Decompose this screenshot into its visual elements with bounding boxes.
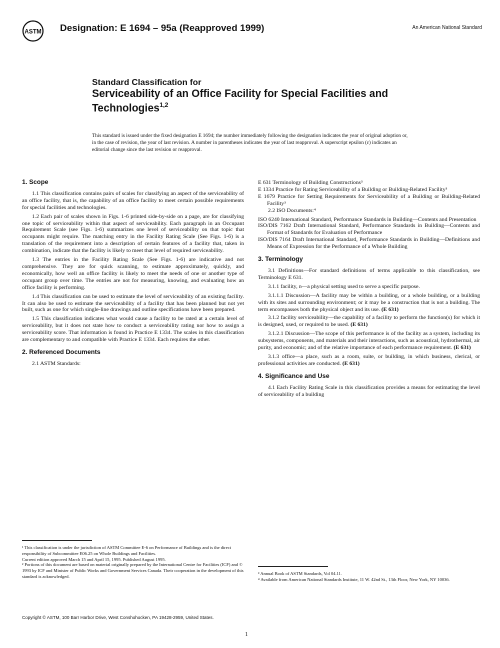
footnotes-left [22,545,244,580]
reference-iso6240: ISO 6240 International Standard, Performance Standards in Building—Contents and Presentation [258,216,477,223]
left-column [22,180,244,370]
reference-iso7162: ISO/DIS 7162 Draft International Standard, Performance Standards in Building—Contents and Format of Standards for Evaluation of Performance [258,223,480,237]
footnote-1-edition: Current edition approved March 15 and April 15, 1995. Published August 1995. [22,556,166,562]
astm-logo-icon [22,20,46,42]
paragraph-3-1-2-1: 3.1.2.1 Discussion—The scope of this performance is of the facility as a system, including its subsystems, components, and materials and their interactions, such as acoustical, hydrothermal, air purity, and economic; and of the relative importance of each performance requirement. (E 631) [258,331,480,352]
title-line-2: Serviceability of an Office Facility for Special Facilities and Technologies$^{1,2}$ [92,88,389,115]
section-heading-referenced-documents: 2. Referenced Documents [22,348,101,356]
footnote-3: ³ Annual Book of ASTM Standards, Vol 04.11. [258,571,343,576]
paragraph-3-1: 3.1 Definitions—For standard definitions of terms applicable to this classification, see Terminology E 631. [258,267,480,281]
paragraph-1-4: 1.4 This classification can be used to estimate the level of serviceability of an existing facility. It can also be used to estimate the serviceability of a facility that has been planned but not yet built, such as one for which single-line drawings and outline specifications have been prepared. [22,293,244,314]
title-block [92,77,412,115]
paragraph-2-1: 2.1 ASTM Standards: [32,360,81,367]
source-ref: (E 631) [453,345,471,352]
svg-text:ASTM: ASTM [24,29,42,36]
ansi-label: An American National Standard [412,25,482,31]
footnote-rule-right [258,566,328,567]
issuance-notice: This standard is issued under the fixed designation E 1694; the number immediately following the designation indicates the year of original adoption or, in the case of revision, the year of last revision. A number in parentheses indicates the year of last reapproval. A superscript epsilon (ε) indicates an editorial change since the last revision or reapproval. [92,133,408,153]
paragraph-2-2: 2.2 ISO Documents:⁴ [268,207,316,214]
reference-e1334: E 1334 Practice for Rating Serviceability of a Building or Building-Related Facility³ [258,186,448,193]
paragraph-3-1-2: 3.1.2 facility serviceability—the capability of a facility to perform the function(s) for which it is designed, used, or required to be used. (E 631) [258,315,480,329]
reference-e1679: E 1679 Practice for Setting Requirements for Serviceability of a Building or Building-Related Facility³ [258,193,480,207]
page-header [22,20,482,42]
reference-e631: E 631 Terminology of Building Constructions³ [258,180,363,186]
paragraph-1-3: 1.3 The entries in the Facility Rating Scale (See Figs. 1-6) are indicative and not comprehensive. They are for quick scanning, to estimate approximately, quickly, and economically, how well an office facility is likely to meet the needs of one or another type of occupant group over time. The entries are not for measuring, knowing, and evaluating how an office facility is performing. [22,257,244,291]
section-heading-scope: 1. Scope [22,179,49,186]
source-ref: (E 631) [342,360,360,367]
reference-iso7164: ISO/DIS 7164 Draft International Standard, Performance Standards in Building—Definitions and Means of Expression for the Performance of a Whole Building [258,237,480,251]
footnotes-right [258,571,480,583]
paragraph-3-1-3: 3.1.3 office—a place, such as a room, suite, or building, in which business, clerical, or professional activities are conducted. (E 631) [258,353,480,367]
footnote-2: ² Portions of this document are based on material originally prepared by the International Centre for Facilities (ICF) and © 1993 by ICF and Minister of Public Works and Government Services Canada. Their cooperation in the development of this standard is acknowledged. [22,562,244,579]
section-heading-significance: 4. Significance and Use [258,372,330,380]
paragraph-1-5: 1.5 This classification indicates what would cause a facility to be rated at a certain level of serviceability, but it does not state how to conduct a serviceability rating nor how to assign a serviceability score. That information is found in Practice E 1334. The scales in this classification are complementary to and compatible with Practice E 1334. Each requires the other. [22,316,244,344]
title-line-1: Standard Classification for [92,77,202,87]
paragraph-3-1-1: 3.1.1 facility, n—a physical setting used to serve a specific purpose. [268,283,420,290]
title-footnote-ref: 1,2 [159,102,169,109]
copyright-notice: Copyright © ASTM, 100 Barr Harbor Drive, West Conshohocken, PA 19428-2959, United States. [22,615,214,620]
paragraph-1-2: 1.2 Each pair of scales shown in Figs. 1-6 printed side-by-side on a page, are for classifying one topic of serviceability within that aspect of serviceability. Each paragraph in an Occupant Requirement Scale (see Figs. 1-6) summarizes one level of serviceability on that topic that occupants might require. The matching entry in the Facility Rating Scale (See Figs. 1-6) is a translation of the requirement into a description of certain features of a facility that, taken in combination, indicate that the facility is likely to meet that level of required serviceability. [22,213,244,255]
section-heading-terminology: 3. Terminology [258,256,303,264]
right-column [258,180,480,400]
designation: Designation: E 1694 – 95a (Reapproved 1999) [60,23,265,34]
paragraph-1-1: 1.1 This classification contains pairs of scales for classifying an aspect of the serviceability of an office facility, that is, the capability of an office facility to meet certain possible requirements for special facilities and technologies. [22,190,244,211]
source-ref: (E 631) [381,306,399,313]
paragraph-4-1: 4.1 Each Facility Rating Scale in this classification provides a means for estimating the level of serviceability of a building [258,384,480,398]
source-ref: (E 631) [350,322,368,329]
footnote-rule-left [22,540,92,541]
footnote-1: ¹ This classification is under the jurisdiction of ASTM Committee E-6 on Performance of Buildings and is the direct responsibility of Subcommittee E06.25 on Whole Buildings and Facilities. [22,545,231,556]
paragraph-3-1-1-1: 3.1.1.1 Discussion—A facility may be within a building, or a whole building, or a building with its sites and surrounding environment; or it may be a construction that is not a building. The term encompasses both the physical object and its use. (E 631) [258,292,480,313]
page-number: 1 [245,632,248,638]
footnote-4: ⁴ Available from American National Standards Institute, 11 W. 42nd St., 13th Floor, New York, NY 10036. [258,576,450,582]
